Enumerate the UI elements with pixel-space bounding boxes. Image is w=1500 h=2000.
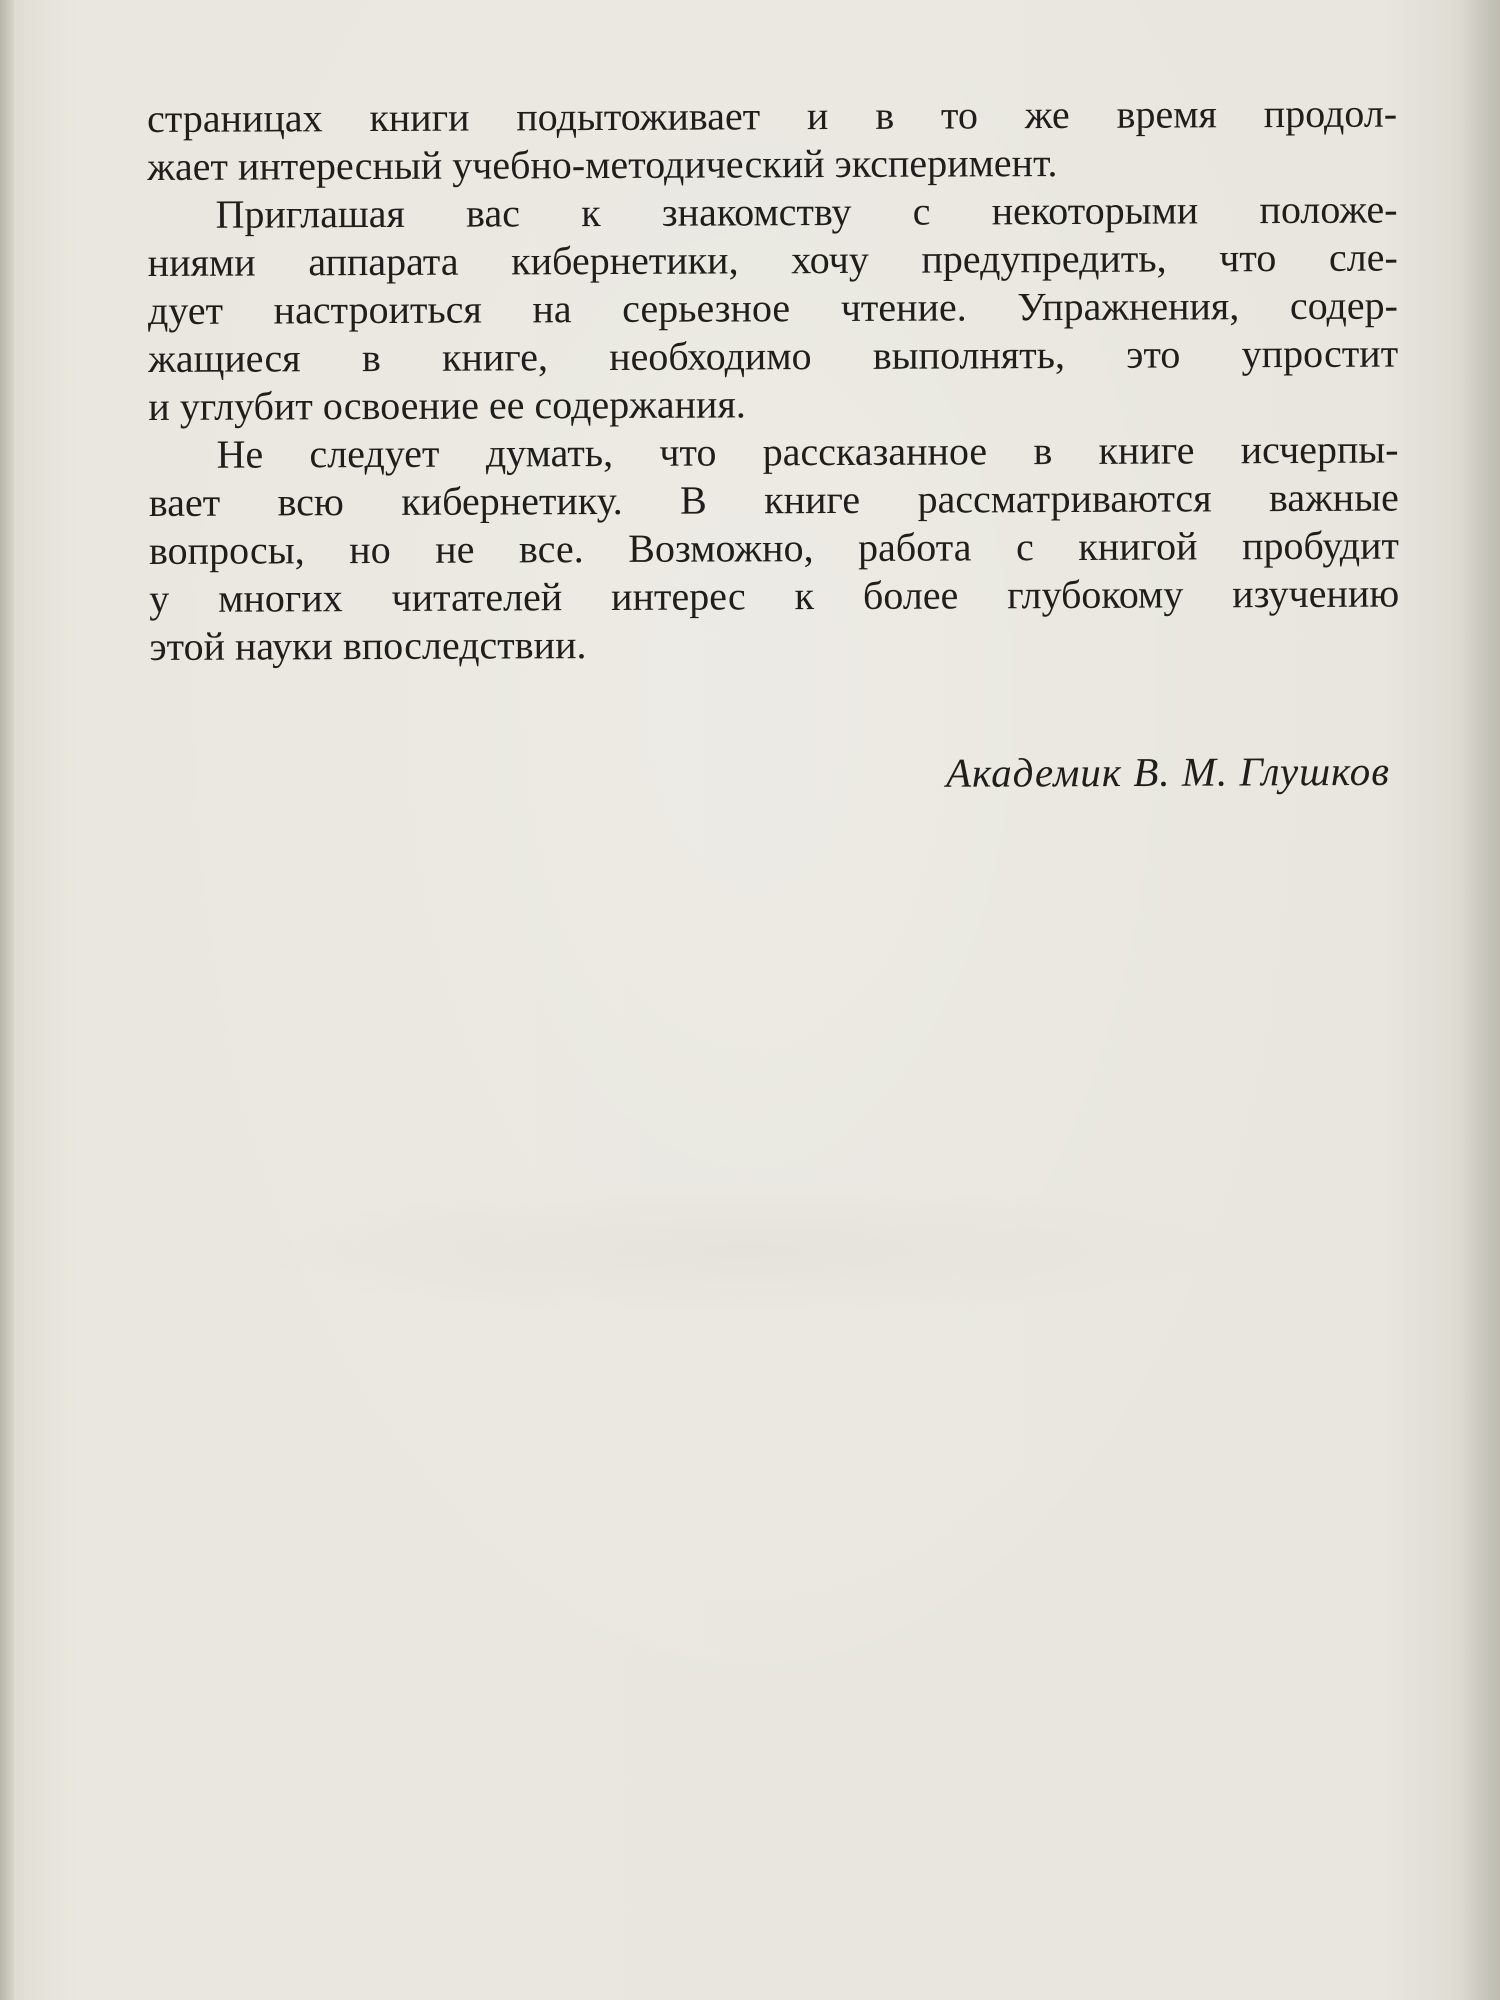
text-line: у многих читателей интерес к более глубокому изучению (149, 570, 1400, 621)
author-signature: Академик В. М. Глушков (945, 747, 1391, 796)
page-right-shadow (1460, 0, 1500, 2000)
text-line: жащиеся в книге, необходимо выполнять, это упростит (148, 330, 1399, 381)
text-line: жает интересный учебно-методический эксперимент. (147, 140, 1058, 189)
page-left-edge (0, 0, 14, 2000)
body-text (147, 90, 1400, 671)
text-line: Приглашая вас к знакомству с некоторыми положе- (215, 186, 1398, 237)
text-line: этой науки впоследствии. (149, 622, 587, 669)
text-line: вопросы, но не все. Возможно, работа с книгой пробудит (148, 522, 1400, 573)
text-line: и углубит освоение ее содержания. (148, 381, 746, 429)
text-line: вает всю кибернетику. В книге рассматриваются важные (148, 474, 1399, 525)
text-line: страницах книги подытоживает и в то же время продол- (147, 90, 1398, 141)
text-line: Не следует думать, что рассказанное в книге исчерпы- (216, 426, 1399, 477)
text-line: ниями аппарата кибернетики, хочу предупредить, что сле- (147, 234, 1398, 285)
text-line: дует настроиться на серьезное чтение. Упражнения, содер- (147, 282, 1399, 333)
paper-stain (250, 1180, 1250, 1320)
